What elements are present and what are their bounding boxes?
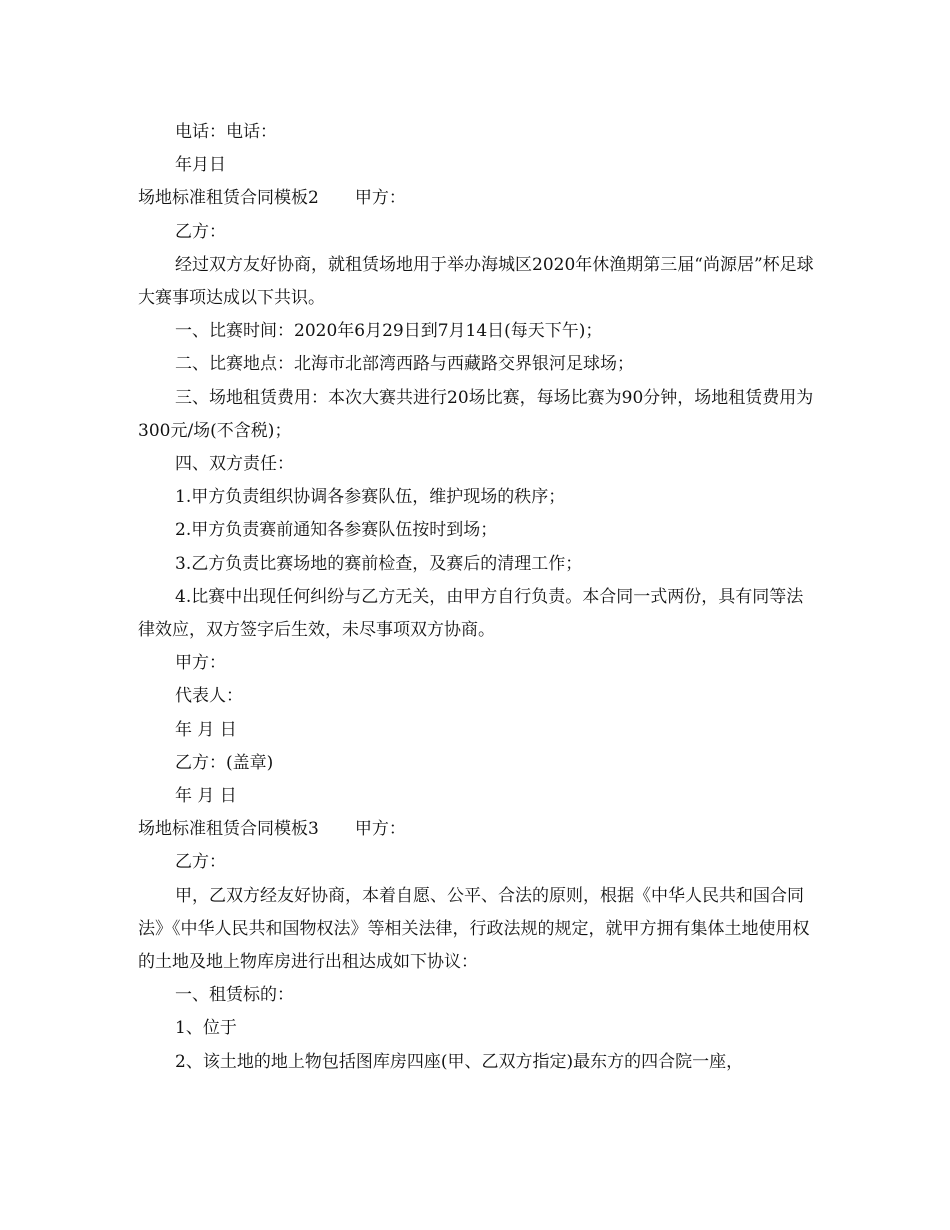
template-heading-text: 场地标准租赁合同模板3 xyxy=(138,819,319,840)
clause-match-location: 二、比赛地点：北海市北部湾西路与西藏路交界银河足球场； xyxy=(175,354,634,375)
clause-responsibilities: 四、双方责任： xyxy=(175,454,294,475)
responsibility-item-4: 4.比赛中出现任何纠纷与乙方无关，由甲方自行负责。本合同一式两份，具有同等法律效应，双方签字后生效，未尽事项双方协商。 xyxy=(138,586,804,641)
template-heading-text: 场地标准租赁合同模板2 xyxy=(138,188,319,209)
clause-rental-fee: 三、场地租赁费用：本次大赛共进行20场比赛，每场比赛为90分钟，场地租赁费用为300元/场(不含税)； xyxy=(138,387,814,441)
signature-representative: 代表人： xyxy=(175,686,243,707)
clause-match-time: 一、比赛时间：2020年6月29日到7月14日(每天下午)； xyxy=(175,321,603,342)
paragraph-agreement-basis: 甲，乙双方经友好协商，本着自愿、公平、合法的原则，根据《中华人民共和国合同法》《中华人民共和国物权法》等相关法律，行政法规的规定，就甲方拥有集体土地使用权的土地及地上物库房进行出租达成如下协议： xyxy=(138,885,810,973)
party-a-label: 甲方： xyxy=(354,188,406,209)
signature-date-a: 年 月 日 xyxy=(175,719,237,740)
paragraph-consensus: 经过双方友好协商，就租赁场地用于举办海城区2020年休渔期第三届“尚源居”杯足球大赛事项达成以下共识。 xyxy=(138,254,814,309)
phone-line: 电话：电话： xyxy=(175,122,277,142)
template-3-heading xyxy=(138,813,818,846)
party-a-label: 甲方： xyxy=(354,819,406,840)
signature-party-a: 甲方： xyxy=(175,653,226,674)
lease-item-2: 2、该土地的地上物包括图库房四座(甲、乙双方指定)最东方的四合院一座， xyxy=(175,1051,744,1072)
responsibility-item-2: 2.甲方负责赛前通知各参赛队伍按时到场； xyxy=(175,520,498,541)
party-b-line: 乙方： xyxy=(175,221,226,242)
template-2-heading xyxy=(138,182,818,215)
date-line: 年月日 xyxy=(175,155,226,176)
party-b-line: 乙方： xyxy=(175,852,226,873)
clause-lease-subject: 一、租赁标的： xyxy=(175,985,294,1006)
responsibility-item-3: 3.乙方负责比赛场地的赛前检查，及赛后的清理工作； xyxy=(175,553,583,574)
document-body xyxy=(138,116,818,1079)
signature-party-b: 乙方：(盖章) xyxy=(175,752,274,773)
signature-date-b: 年 月 日 xyxy=(175,786,237,807)
responsibility-item-1: 1.甲方负责组织协调各参赛队伍，维护现场的秩序； xyxy=(175,487,566,508)
lease-item-1: 1、位于 xyxy=(175,1018,237,1039)
